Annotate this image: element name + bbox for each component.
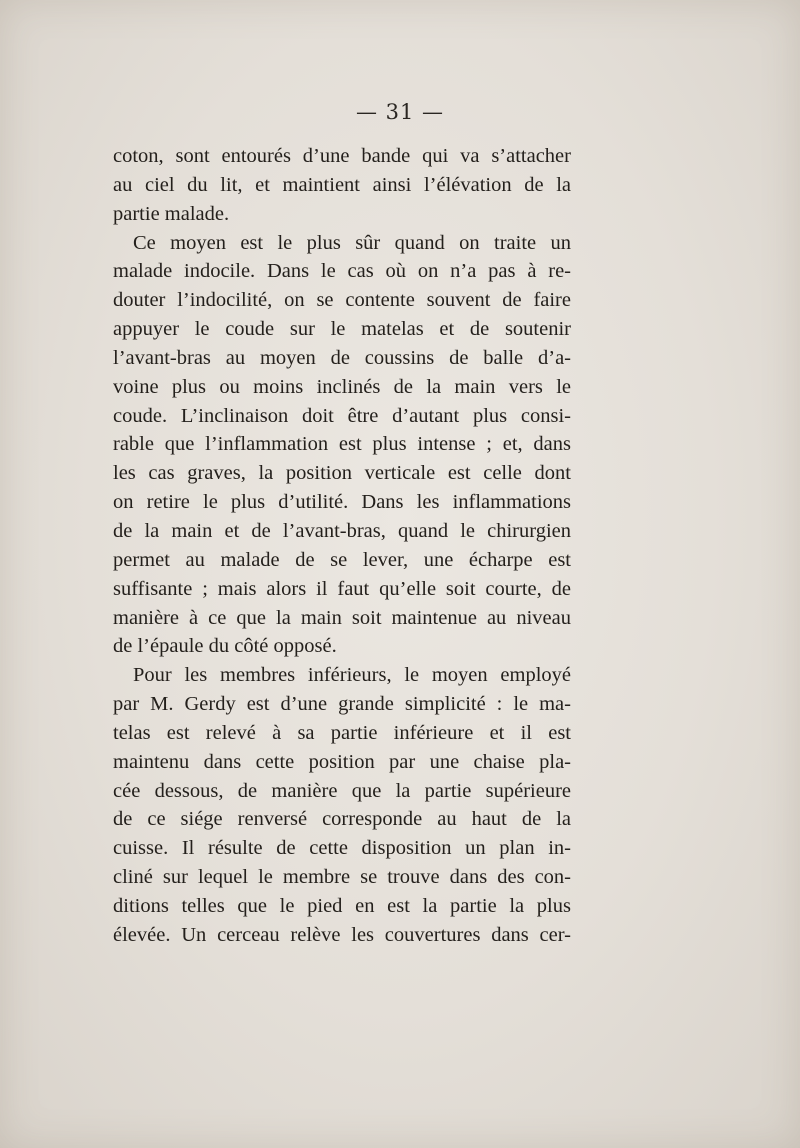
text-line: cliné sur lequel le membre se trouve dans des con- bbox=[113, 866, 571, 889]
text-line: appuyer le coude sur le matelas et de soutenir bbox=[113, 318, 571, 341]
text-line: rable que l’inflammation est plus intense ; et, dans bbox=[113, 433, 571, 456]
text-line: cuisse. Il résulte de cette disposition un plan in- bbox=[113, 837, 571, 860]
text-line: ditions telles que le pied en est la partie la plus bbox=[113, 894, 571, 917]
text-line: manière à ce que la main soit maintenue au niveau bbox=[113, 606, 571, 629]
text-line: suffisante ; mais alors il faut qu’elle soit courte, de bbox=[113, 577, 571, 600]
text-line: au ciel du lit, et maintient ainsi l’élévation de la bbox=[113, 173, 571, 196]
text-line: élevée. Un cerceau relève les couvertures dans cer- bbox=[113, 923, 571, 946]
text-line: coude. L’inclinaison doit être d’autant plus consi- bbox=[113, 404, 571, 427]
text-line: Ce moyen est le plus sûr quand on traite un bbox=[133, 231, 571, 254]
text-line: permet au malade de se lever, une écharpe est bbox=[113, 548, 571, 571]
body-text bbox=[113, 142, 571, 950]
text-line: voine plus ou moins inclinés de la main vers le bbox=[113, 375, 571, 398]
text-line: par M. Gerdy est d’une grande simplicité : le ma- bbox=[113, 693, 571, 716]
text-line: de l’épaule du côté opposé. bbox=[113, 635, 337, 658]
text-line: l’avant-bras au moyen de coussins de balle d’a- bbox=[113, 346, 571, 369]
text-line: partie malade. bbox=[113, 202, 230, 225]
text-line: coton, sont entourés d’une bande qui va s’attacher bbox=[113, 145, 571, 167]
text-line: telas est relevé à sa partie inférieure et il est bbox=[113, 721, 571, 744]
text-line: de ce siége renversé corresponde au haut de la bbox=[113, 808, 571, 831]
text-line: douter l’indocilité, on se contente souvent de faire bbox=[113, 289, 571, 312]
text-line: cée dessous, de manière que la partie supérieure bbox=[113, 779, 571, 802]
text-line: Pour les membres inférieurs, le moyen employé bbox=[133, 664, 571, 687]
text-line: de la main et de l’avant-bras, quand le chirurgien bbox=[113, 519, 571, 542]
text-line: les cas graves, la position verticale est celle dont bbox=[113, 462, 571, 485]
text-line: on retire le plus d’utilité. Dans les inflammations bbox=[113, 491, 571, 514]
text-line: maintenu dans cette position par une chaise pla- bbox=[113, 750, 571, 773]
text-line: malade indocile. Dans le cas où on n’a pas à re- bbox=[113, 260, 571, 283]
page-number: — 31 — bbox=[355, 100, 445, 124]
